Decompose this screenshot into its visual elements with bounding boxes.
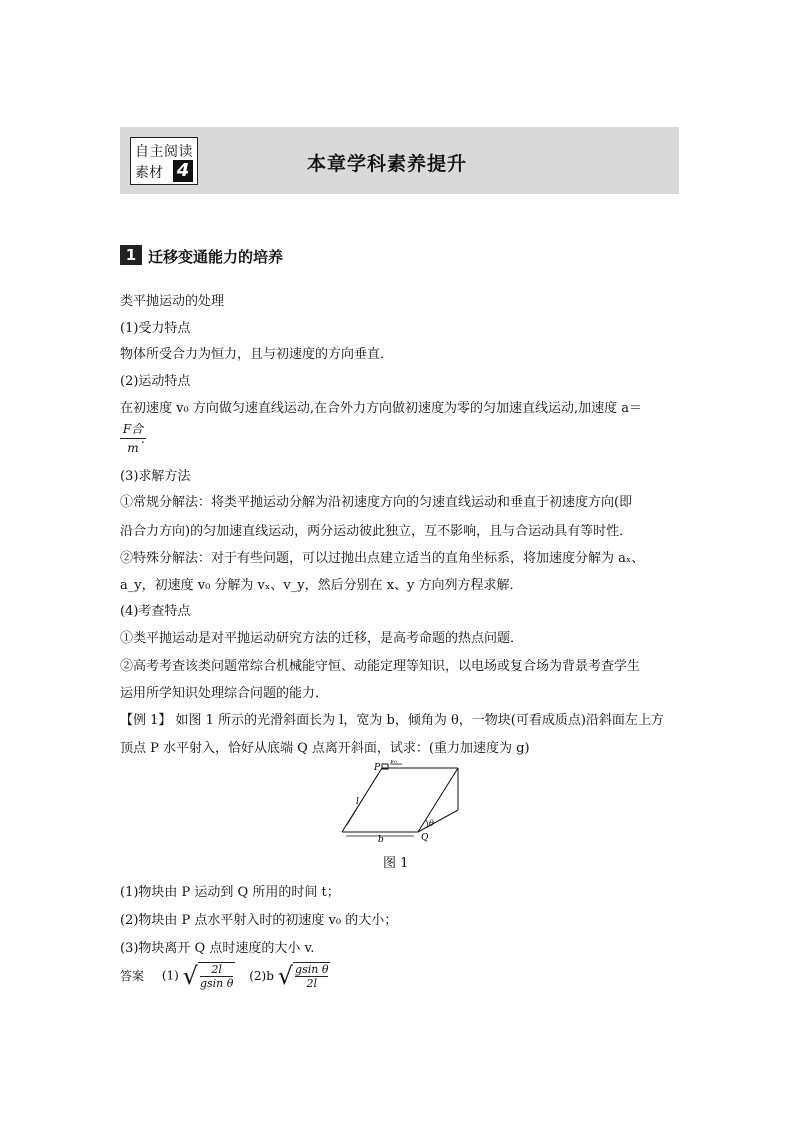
answer-part1-label: (1): [161, 968, 179, 983]
fraction-numerator: F合: [120, 420, 146, 439]
topic-heading: 类平抛运动的处理: [120, 294, 225, 309]
paragraph-3a: ①常规分解法：将类平抛运动分解为沿初速度方向的匀速直线运动和垂直于初速度方向(即: [120, 495, 633, 510]
page-title: 本章学科素养提升: [307, 153, 468, 175]
paragraph-1: 物体所受合力为恒力，且与初速度的方向垂直．: [120, 347, 394, 362]
question-3: (3)物块离开 Q 点时速度的大小 v.: [120, 941, 315, 956]
label-b: b: [378, 835, 384, 842]
label-l: l: [356, 797, 359, 807]
chapter-banner: [120, 127, 679, 194]
right-edge: [418, 768, 458, 832]
answer-1-denominator: gsin θ: [199, 977, 234, 990]
sub-heading-1: (1)受力特点: [120, 321, 191, 336]
paragraph-5: ①类平抛运动是对平抛运动研究方法的迁移，是高考命题的热点问题．: [120, 631, 524, 646]
paragraph-6a: ②高考考查该类问题常综合机械能守恒、动能定理等知识，以电场或复合场为背景考查学生: [120, 659, 641, 674]
badge-line1: 自主阅读: [135, 144, 193, 160]
paragraph-3b: 沿合力方向)的匀加速直线运动，两分运动彼此独立，互不影响，且与合运动具有等时性．: [120, 524, 633, 539]
answer-1-sqrt: [183, 962, 236, 990]
paragraph-4b: a_y，初速度 v₀ 分解为 vₓ、v_y，然后分别在 x、y 方向列方程求解．: [120, 578, 523, 593]
paragraph-2: 在初速度 v₀ 方向做匀速直线运动,在合外力方向做初速度为零的匀加速直线运动,加速度 a＝: [120, 401, 642, 416]
base-edge: [418, 810, 458, 832]
answer-block: [120, 962, 330, 990]
sqrt-icon: √: [277, 962, 294, 990]
fraction-denominator: m: [127, 441, 139, 455]
answer-2-denominator: 2l: [306, 977, 317, 990]
fraction-period: .: [141, 432, 145, 446]
sub-heading-3: (3)求解方法: [120, 469, 191, 484]
figure-caption: 图 1: [383, 856, 409, 871]
question-2: (2)物块由 P 点水平射入时的初速度 v₀ 的大小；: [120, 913, 398, 928]
label-theta: θ: [429, 819, 434, 828]
section-number: 1: [120, 245, 142, 265]
example-line-b: 顶点 P 水平射入，恰好从底端 Q 点离开斜面，试求：(重力加速度为 g): [120, 741, 530, 756]
sqrt-icon: √: [182, 962, 198, 990]
section-title: 迁移变通能力的培养: [148, 248, 284, 266]
answer-part2-label: (2)b: [249, 968, 274, 983]
incline-figure: [330, 760, 470, 842]
label-q: Q: [421, 833, 429, 842]
badge-line2: 素材: [135, 165, 163, 181]
question-1: (1)物块由 P 运动到 Q 所用的时间 t；: [120, 885, 340, 900]
example-line-a: 【例 1】 如图 1 所示的光滑斜面长为 l，宽为 b，倾角为 θ，一物块(可看成质点)沿斜面左上方: [120, 713, 664, 728]
answer-2-sqrt: [278, 962, 331, 990]
sub-heading-4: (4)考查特点: [120, 604, 191, 619]
badge-number: 4: [173, 160, 193, 182]
length-dimension: [347, 774, 378, 825]
answer-label: 答案: [120, 968, 145, 983]
label-p: P: [374, 763, 381, 773]
answer-1-numerator: 2l: [200, 963, 233, 977]
label-v0: v₀: [390, 760, 397, 765]
sub-heading-2: (2)运动特点: [120, 374, 191, 389]
reading-badge: [130, 137, 198, 185]
answer-2-numerator: gsin θ: [295, 963, 329, 976]
paragraph-6b: 运用所学知识处理综合问题的能力．: [120, 686, 329, 701]
paragraph-4a: ②特殊分解法：对于有些问题，可以过抛出点建立适当的直角坐标系，将加速度分解为 aₓ、: [120, 551, 645, 566]
